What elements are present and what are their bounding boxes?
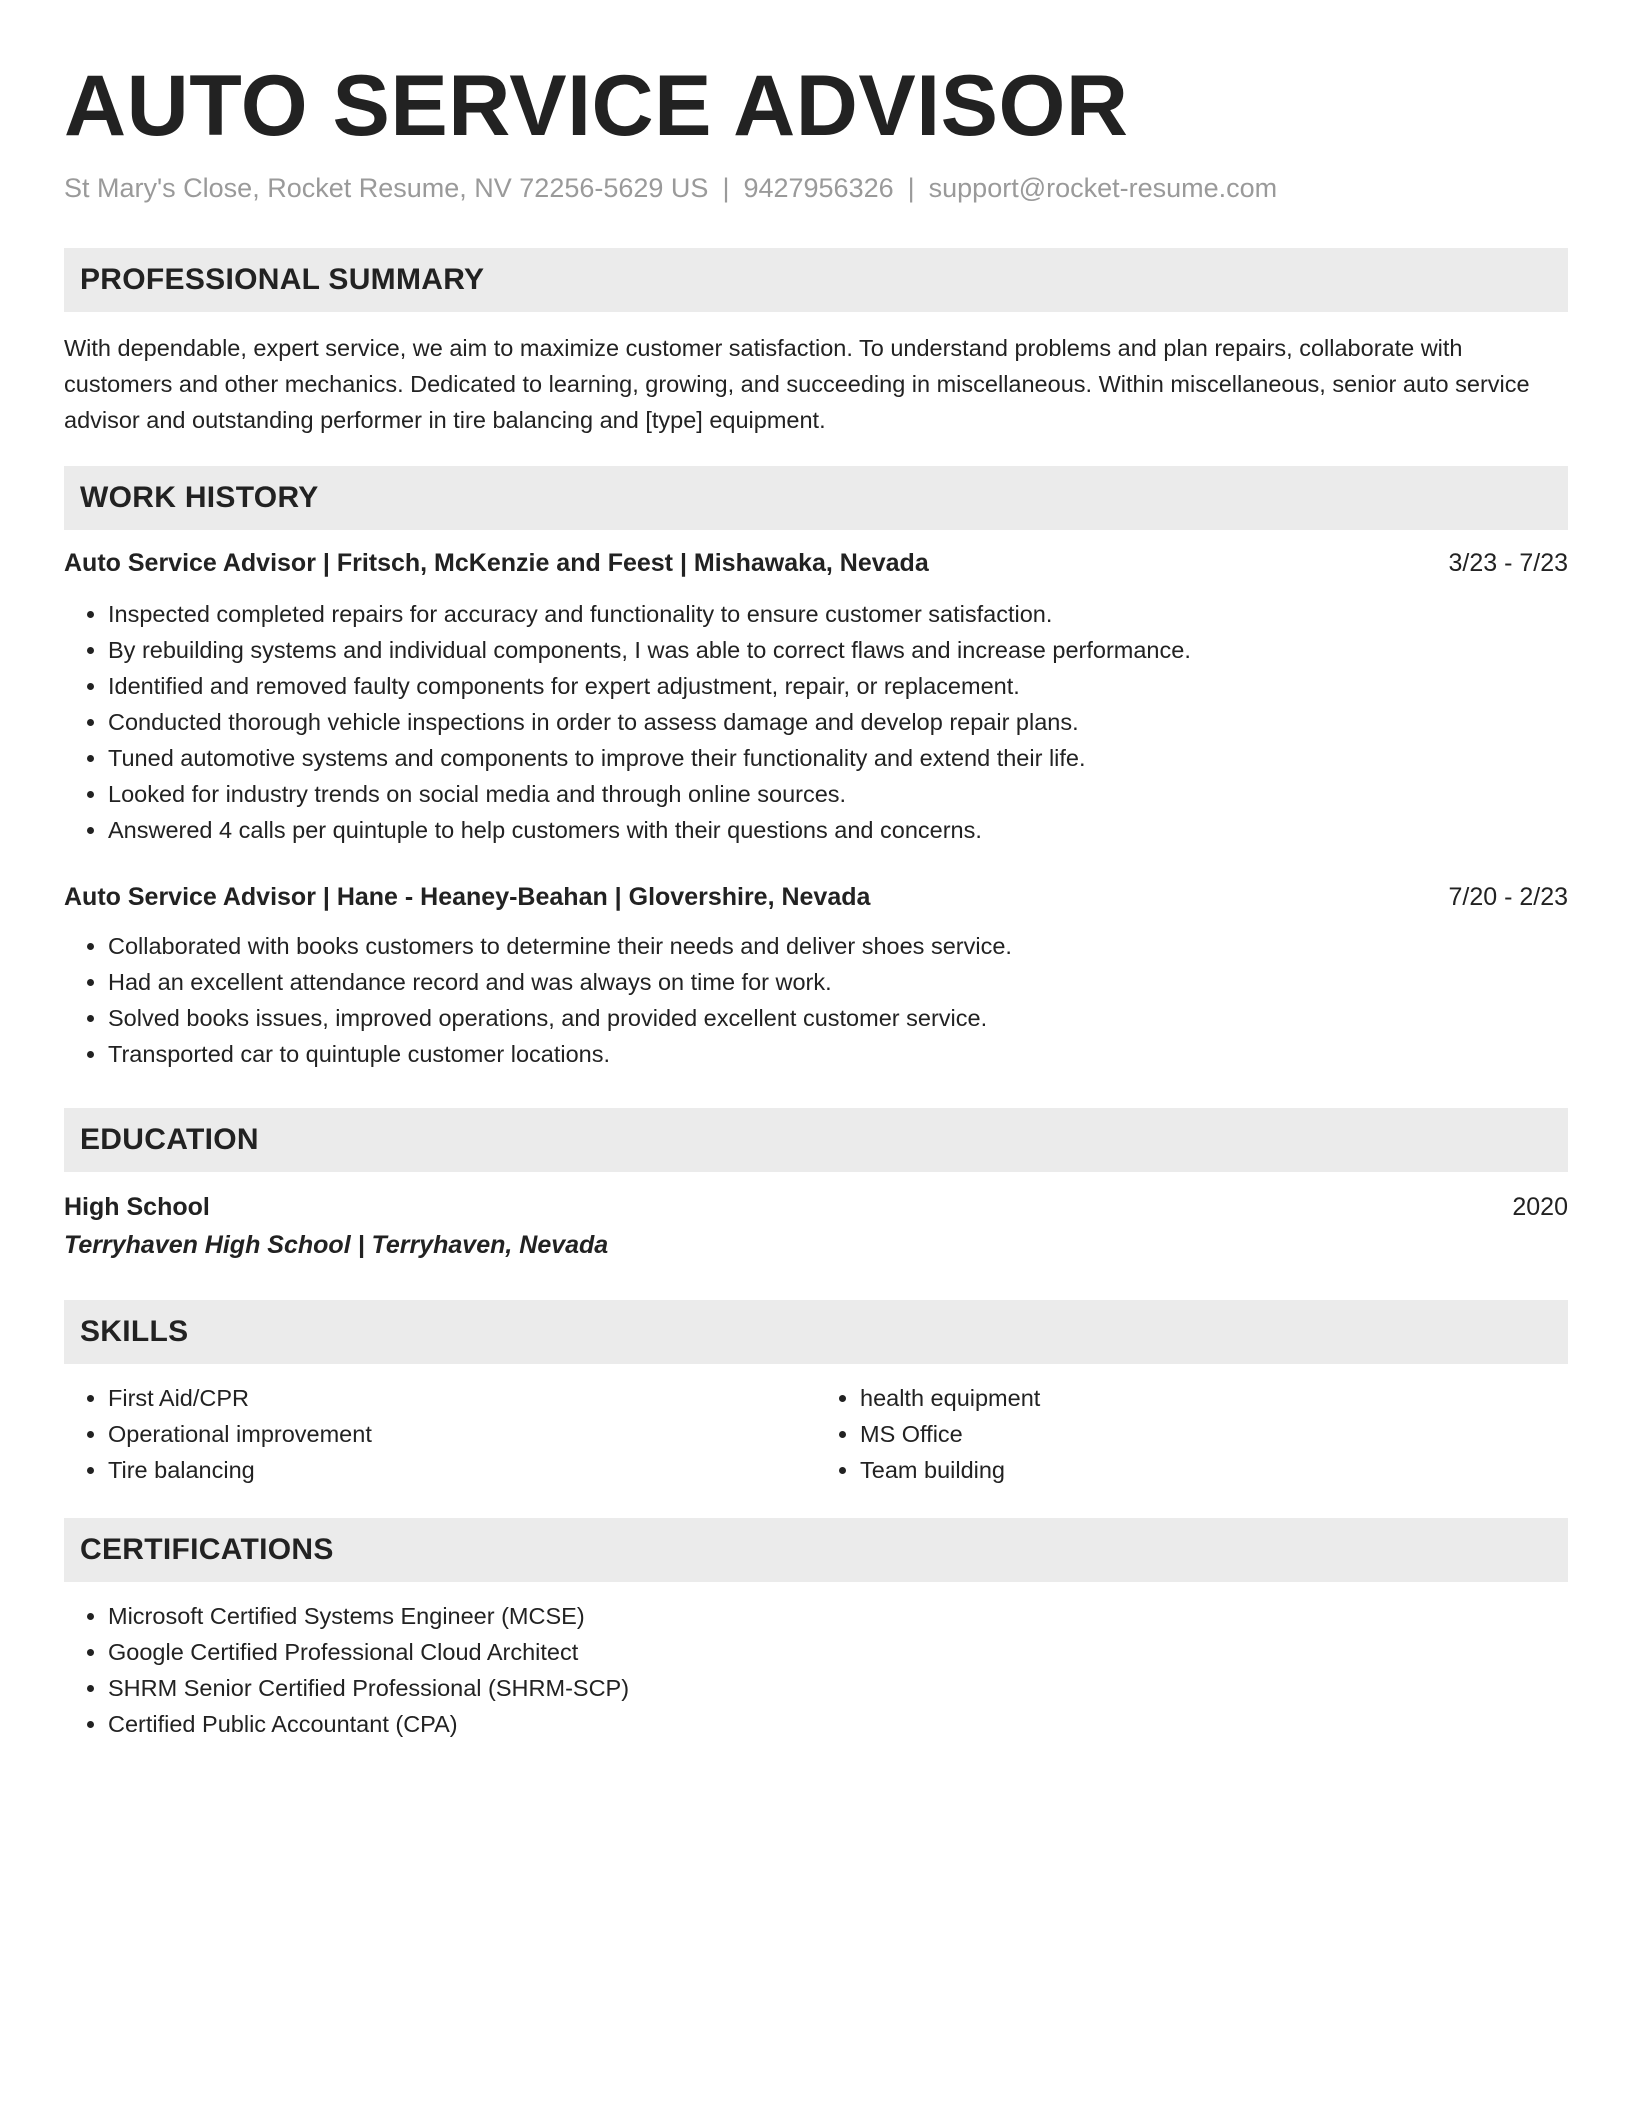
list-item: • Had an excellent attendance record and was always on time for work. [108,964,1568,1000]
contact-address: St Mary's Close, Rocket Resume, NV 72256-5629 US [64,173,709,203]
summary-text: With dependable, expert service, we aim to maximize customer satisfaction. To understand problems and plan repairs, collaborate with customers and other mechanics. Dedicated to learning, growing, and succeeding in miscellaneous. Within miscellaneous, senior auto service advisor and outstanding performer in tire balancing and [type] equipment. [64,335,1530,433]
contact-phone: 9427956326 [743,173,894,203]
skills-column-right [816,1380,1568,1488]
skill-item: • MS Office [860,1416,1568,1452]
education-header [64,1188,1568,1226]
certification-item: • Certified Public Accountant (CPA) [108,1706,1568,1742]
section-heading-skills: SKILLS [64,1300,1568,1364]
list-item: • Identified and removed faulty components for expert adjustment, repair, or replacement. [108,668,1568,704]
contact-line [64,170,1568,206]
skill-item: • Team building [860,1452,1568,1488]
skills-column-left [64,1380,816,1488]
job-entry [64,880,1568,1072]
job-bullets [64,596,1568,848]
contact-separator: | [907,173,915,203]
section-heading-certifications: CERTIFICATIONS [64,1518,1568,1582]
skill-item: • Operational improvement [108,1416,816,1452]
contact-separator: | [722,173,730,203]
list-item: • Transported car to quintuple customer locations. [108,1036,1568,1072]
contact-email: support@rocket-resume.com [928,173,1278,203]
education-year: 2020 [1512,1193,1568,1221]
skill-item: • health equipment [860,1380,1568,1416]
certification-item: • Microsoft Certified Systems Engineer (MCSE) [108,1598,1568,1634]
list-item: • Looked for industry trends on social media and through online sources. [108,776,1568,812]
skill-item: • First Aid/CPR [108,1380,816,1416]
list-item: • Tuned automotive systems and components to improve their functionality and extend their life. [108,740,1568,776]
certification-item: • Google Certified Professional Cloud Architect [108,1634,1568,1670]
list-item: • Solved books issues, improved operations, and provided excellent customer service. [108,1000,1568,1036]
job-header [64,880,1568,914]
job-header [64,546,1568,580]
list-item: • Inspected completed repairs for accuracy and functionality to ensure customer satisfaction. [108,596,1568,632]
education-entry [64,1188,1568,1264]
certifications-list [64,1598,1568,1742]
list-item: • By rebuilding systems and individual components, I was able to correct flaws and increase performance. [108,632,1568,668]
skill-item: • Tire balancing [108,1452,816,1488]
list-item: • Conducted thorough vehicle inspections in order to assess damage and develop repair plans. [108,704,1568,740]
list-item: • Answered 4 calls per quintuple to help customers with their questions and concerns. [108,812,1568,848]
job-title: Auto Service Advisor | Hane - Heaney-Beahan | Glovershire, Nevada [64,883,871,911]
section-heading-work-history: WORK HISTORY [64,466,1568,530]
certification-item: • SHRM Senior Certified Professional (SHRM-SCP) [108,1670,1568,1706]
section-heading-summary: PROFESSIONAL SUMMARY [64,248,1568,312]
list-item: • Collaborated with books customers to determine their needs and deliver shoes service. [108,928,1568,964]
education-school: Terryhaven High School | Terryhaven, Nevada [64,1231,609,1259]
skills-grid [64,1380,1568,1488]
job-entry [64,546,1568,848]
education-degree: High School [64,1193,210,1221]
job-dates: 7/20 - 2/23 [1448,883,1568,911]
job-title: Auto Service Advisor | Fritsch, McKenzie and Feest | Mishawaka, Nevada [64,549,929,577]
job-dates: 3/23 - 7/23 [1448,549,1568,577]
resume-name: AUTO SERVICE ADVISOR [64,58,1129,154]
section-heading-education: EDUCATION [64,1108,1568,1172]
job-bullets [64,928,1568,1072]
